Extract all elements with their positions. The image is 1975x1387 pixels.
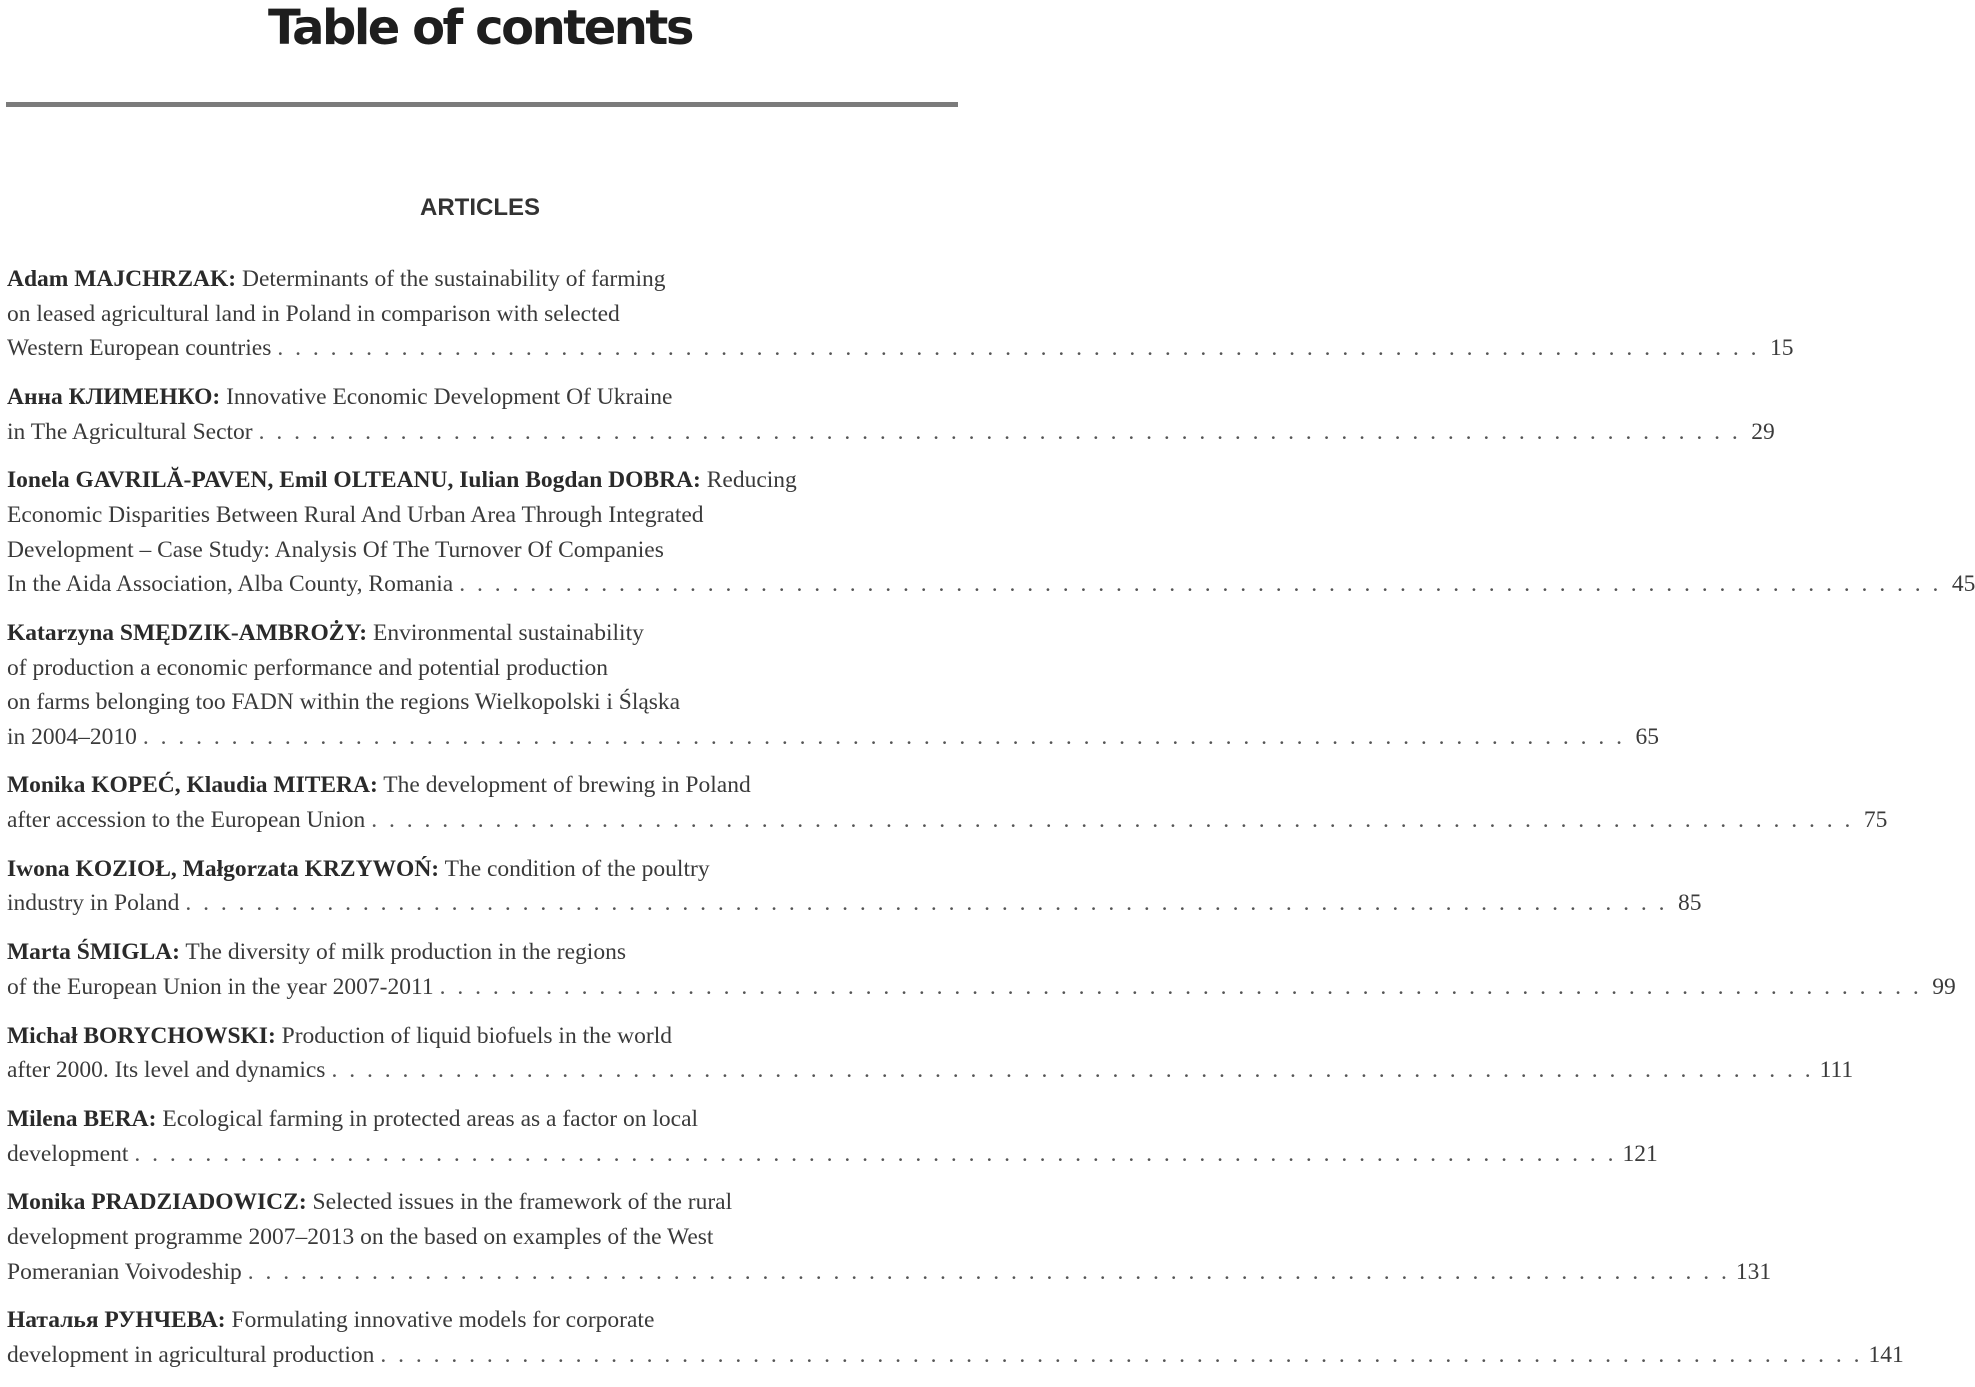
toc-entry-line (7, 1053, 1854, 1088)
toc-entry-title-text: development in agricultural production (7, 1341, 375, 1368)
toc-entry-title-text: Economic Disparities Between Rural And Urban Area Through Integrated (7, 501, 704, 528)
toc-entry-line (7, 498, 958, 533)
dot-leader: . . . . . . . . . . . . . . . . . . . . . . . . . . . . . . . . . . . . . . . . . . . . . . . . . . . . . . . . . . . . . . . . . . . . . . . . . . . . . . . . . . . . (439, 973, 1922, 1000)
toc-entry-title-text: Innovative Economic Development Of Ukraine (220, 383, 673, 410)
toc-entry-title-text: in 2004–2010 (7, 723, 137, 750)
toc-entry-line (7, 1338, 1904, 1373)
toc-entry[interactable] (7, 935, 1956, 1004)
toc-entry-line (7, 463, 958, 498)
dot-leader: . . . . . . . . . . . . . . . . . . . . . . . . . . . . . . . . . . . . . . . . . . . . . . . . . . . . . . . . . . . . . . . . . . . . . . . . . . . . . . . . . . . . (371, 807, 1854, 834)
toc-entry[interactable] (7, 1185, 1772, 1289)
toc-entry-title-text: Ecological farming in protected areas as a factor on local (156, 1105, 699, 1132)
toc-entry-line (7, 803, 1888, 838)
dot-leader: . . . . . . . . . . . . . . . . . . . . . . . . . . . . . . . . . . . . . . . . . . . . . . . . . . . . . . . . . . . . . . . . . . . . . . . . . . . . . . . . . . . . (247, 1258, 1730, 1285)
toc-entry-page-number[interactable]: 45 (1951, 571, 1975, 598)
dot-leader: . . . . . . . . . . . . . . . . . . . . . . . . . . . . . . . . . . . . . . . . . . . . . . . . . . . . . . . . . . . . . . . . . . . . . . . . . . . . . . . . . . . . (134, 1140, 1617, 1167)
toc-entry-line (7, 1255, 1772, 1290)
dot-leader: . . . . . . . . . . . . . . . . . . . . . . . . . . . . . . . . . . . . . . . . . . . . . . . . . . . . . . . . . . . . . . . . . . . . . . . . . . . . . . . . . . . . (258, 418, 1741, 445)
toc-entry-title-text: Reducing (700, 467, 797, 494)
toc-entry-page-number[interactable]: 131 (1735, 1258, 1772, 1285)
toc-entry-line (7, 297, 958, 332)
toc-entry-line (7, 1137, 1658, 1172)
toc-entry-line (7, 720, 1660, 755)
toc-entry-page-number[interactable]: 65 (1635, 723, 1660, 750)
toc-entry-title-text: after accession to the European Union (7, 807, 366, 834)
toc-entry-page-number[interactable]: 15 (1769, 335, 1794, 362)
toc-entry-line (7, 616, 958, 651)
toc-entry[interactable] (7, 1102, 1658, 1171)
toc-entry-title-text: development programme 2007–2013 on the based on examples of the West (7, 1223, 714, 1250)
toc-entry-line (7, 380, 958, 415)
toc-entry-page-number[interactable]: 111 (1819, 1057, 1854, 1084)
toc-list (7, 262, 1975, 1387)
dot-leader: . . . . . . . . . . . . . . . . . . . . . . . . . . . . . . . . . . . . . . . . . . . . . . . . . . . . . . . . . . . . . . . . . . . . . . . . . . . . . . . . . . . . (380, 1341, 1863, 1368)
toc-entry-page-number[interactable]: 99 (1932, 973, 1956, 1000)
toc-entry-authors: Ionela GAVRILĂ-PAVEN, Emil OLTEANU, Iulian Bogdan DOBRA: (7, 467, 701, 494)
toc-entry-title-text: after 2000. Its level and dynamics (7, 1057, 326, 1084)
toc-entry[interactable] (7, 463, 1975, 601)
toc-entry-title-text: in The Agricultural Sector (7, 418, 253, 445)
toc-entry-authors: Анна КЛИМЕНКО: (7, 383, 221, 410)
page-title: Table of contents (268, 0, 692, 56)
title-divider (6, 102, 958, 107)
toc-entry-title-text: on farms belonging too FADN within the regions Wielkopolski i Śląska (7, 689, 681, 716)
toc-entry-authors: Наталья РУНЧЕВА: (7, 1307, 226, 1334)
toc-entry[interactable] (7, 262, 1794, 366)
toc-entry-authors: Katarzyna SMĘDZIK-AMBROŻY: (7, 619, 368, 646)
section-heading: ARTICLES (420, 194, 540, 221)
toc-entry[interactable] (7, 380, 1775, 449)
toc-entry-title-text: industry in Poland (7, 890, 180, 917)
toc-entry-line (7, 1185, 958, 1220)
toc-entry-line (7, 331, 1794, 366)
toc-entry-line (7, 768, 958, 803)
toc-entry-title-text: development (7, 1140, 129, 1167)
dot-leader: . . . . . . . . . . . . . . . . . . . . . . . . . . . . . . . . . . . . . . . . . . . . . . . . . . . . . . . . . . . . . . . . . . . . . . . . . . . . . . . . . . . . (185, 890, 1668, 917)
toc-entry-line (7, 852, 958, 887)
toc-entry[interactable] (7, 1303, 1904, 1372)
toc-entry-title-text: Production of liquid biofuels in the world (275, 1022, 672, 1049)
toc-entry-title-text: The development of brewing in Poland (377, 772, 751, 799)
toc-entry-line (7, 1303, 958, 1338)
toc-entry-page-number[interactable]: 141 (1868, 1341, 1904, 1368)
dot-leader: . . . . . . . . . . . . . . . . . . . . . . . . . . . . . . . . . . . . . . . . . . . . . . . . . . . . . . . . . . . . . . . . . . . . . . . . . . . . . . . . . . . . (142, 723, 1626, 750)
toc-entry-line (7, 1019, 958, 1054)
toc-entry-title-text: The condition of the poultry (439, 855, 710, 882)
dot-leader: . . . . . . . . . . . . . . . . . . . . . . . . . . . . . . . . . . . . . . . . . . . . . . . . . . . . . . . . . . . . . . . . . . . . . . . . . . . . . . . . . . . . (331, 1057, 1814, 1084)
toc-entry-line (7, 533, 958, 568)
toc-entry-title-text: In the Aida Association, Alba County, Romania (7, 571, 454, 598)
toc-entry-line (7, 935, 958, 970)
toc-entry-title-text: Pomeranian Voivodeship (7, 1258, 242, 1285)
toc-entry-title-text: Environmental sustainability (367, 619, 644, 646)
toc-entry-title-text: Western European countries (7, 335, 272, 362)
toc-entry-line (7, 262, 958, 297)
toc-entry-authors: Monika KOPEĆ, Klaudia MITERA: (7, 772, 378, 799)
dot-leader: . . . . . . . . . . . . . . . . . . . . . . . . . . . . . . . . . . . . . . . . . . . . . . . . . . . . . . . . . . . . . . . . . . . . . . . . . . . . . . . . . . . . (459, 571, 1942, 598)
toc-entry[interactable] (7, 1019, 1854, 1088)
toc-entry-authors: Iwona KOZIOŁ, Małgorzata KRZYWOŃ: (7, 855, 440, 882)
toc-entry-line (7, 1220, 958, 1255)
toc-entry-page-number[interactable]: 121 (1622, 1140, 1658, 1167)
toc-entry-title-text: on leased agricultural land in Poland in comparison with selected (7, 300, 620, 327)
toc-entry-title-text: Determinants of the sustainability of farming (236, 266, 666, 292)
toc-entry[interactable] (7, 616, 1660, 754)
toc-entry-page-number[interactable]: 75 (1863, 807, 1888, 834)
toc-entry-authors: Marta ŚMIGLA: (7, 939, 180, 966)
toc-entry-line (7, 1102, 958, 1137)
toc-entry-title-text: The diversity of milk production in the regions (179, 939, 626, 966)
toc-entry-authors: Michał BORYCHOWSKI: (7, 1022, 276, 1049)
toc-entry-page-number[interactable]: 85 (1677, 890, 1702, 917)
toc-entry-authors: Milena BERA: (7, 1105, 157, 1132)
toc-entry[interactable] (7, 852, 1702, 921)
dot-leader: . . . . . . . . . . . . . . . . . . . . . . . . . . . . . . . . . . . . . . . . . . . . . . . . . . . . . . . . . . . . . . . . . . . . . . . . . . . . . . . . . . . . (277, 335, 1760, 362)
toc-entry-line (7, 567, 1975, 602)
toc-entry-line (7, 886, 1702, 921)
toc-entry-title-text: of the European Union in the year 2007-2011 (7, 973, 434, 1000)
toc-entry-title-text: Formulating innovative models for corporate (225, 1307, 655, 1334)
toc-entry-authors: Adam MAJCHRZAK: (7, 266, 237, 292)
toc-entry-line (7, 651, 958, 686)
toc-entry[interactable] (7, 768, 1888, 837)
toc-entry-line (7, 970, 1956, 1005)
toc-entry-line (7, 415, 1775, 450)
toc-entry-title-text: Selected issues in the framework of the rural (306, 1189, 733, 1216)
toc-entry-title-text: of production a economic performance and potential production (7, 654, 608, 681)
toc-entry-page-number[interactable]: 29 (1751, 418, 1775, 445)
toc-entry-line (7, 685, 958, 720)
toc-entry-authors: Monika PRADZIADOWICZ: (7, 1189, 307, 1216)
toc-entry-title-text: Development – Case Study: Analysis Of The Turnover Of Companies (7, 536, 664, 563)
